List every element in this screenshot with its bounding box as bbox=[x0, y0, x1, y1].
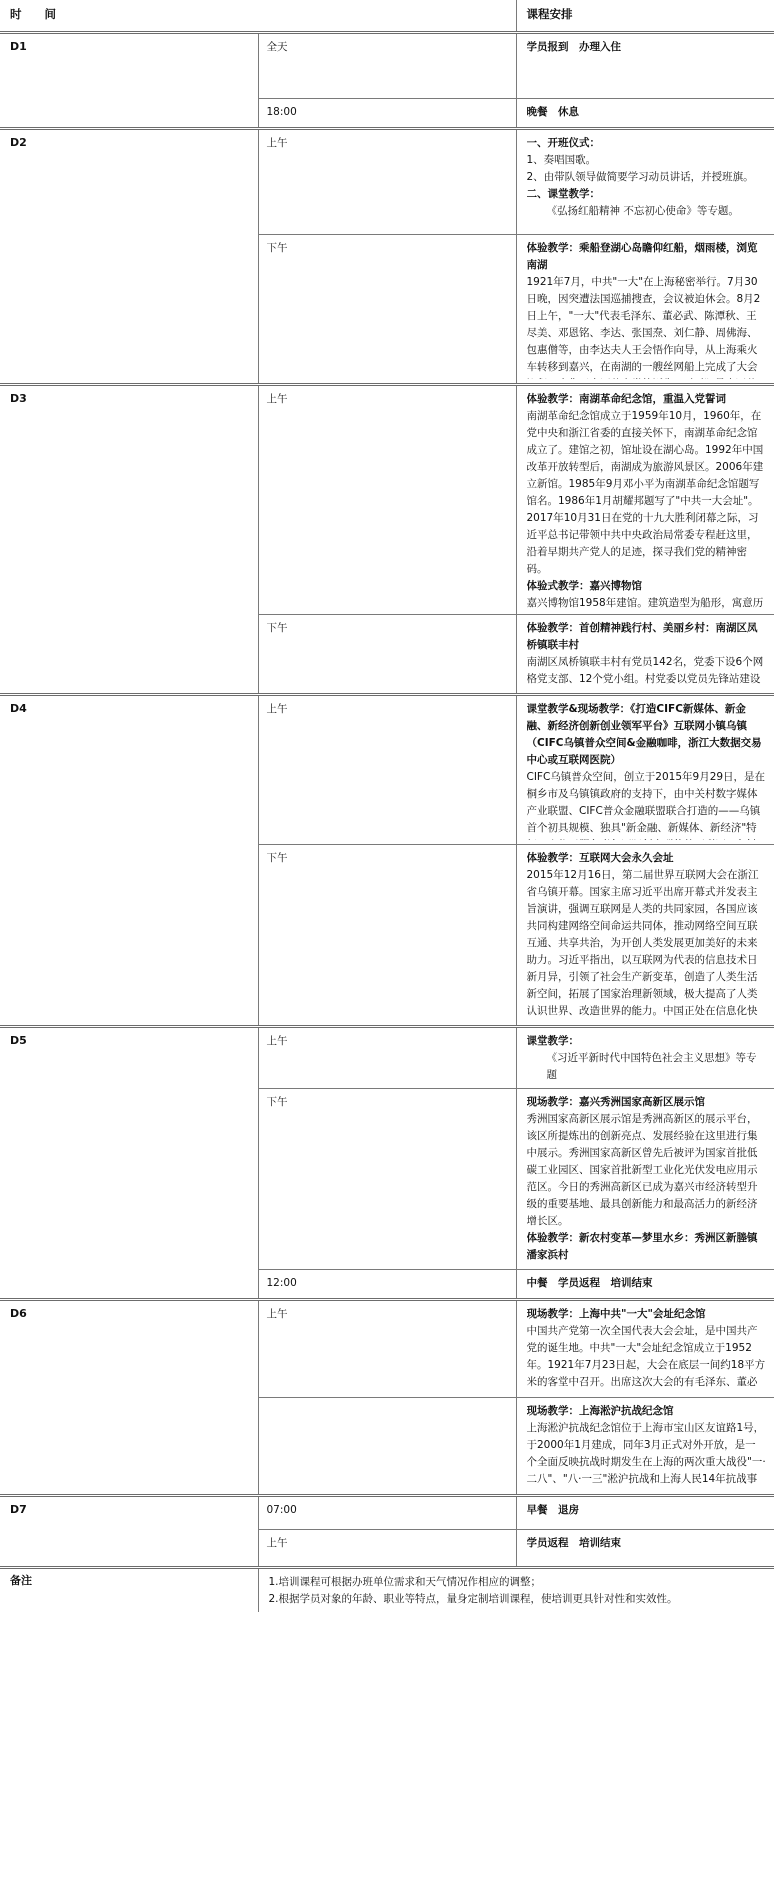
content-cell bbox=[516, 1496, 774, 1530]
time-cell: 上午 bbox=[258, 385, 516, 615]
content-column-header: 课程安排 bbox=[526, 7, 573, 21]
schedule-row bbox=[0, 1027, 774, 1089]
time-cell: 下午 bbox=[258, 615, 516, 695]
content-cell bbox=[516, 1398, 774, 1496]
section-heading: 体验教学：首创精神践行村、美丽乡村：南湖区凤桥镇联丰村 bbox=[526, 622, 758, 651]
section-heading: 现场教学：嘉兴秀洲国家高新区展示馆 bbox=[526, 1096, 705, 1108]
time-cell: 下午 bbox=[258, 235, 516, 385]
note-line: 1.培训课程可根据办班单位需求和天气情况作相应的调整； bbox=[268, 1576, 542, 1588]
schedule-row bbox=[0, 129, 774, 235]
content-cell bbox=[516, 235, 774, 385]
time-cell: 下午 bbox=[258, 1089, 516, 1270]
day-label: D6 bbox=[0, 1300, 258, 1496]
content-cell bbox=[516, 1089, 774, 1270]
section-heading: 课堂教学： bbox=[526, 1035, 579, 1047]
time-cell: 上午 bbox=[258, 1027, 516, 1089]
content-paragraph: 《习近平新时代中国特色社会主义思想》等专题 bbox=[546, 1052, 757, 1081]
section-heading: 课堂教学&现场教学：《打造CIFC新媒体、新金融、新经济创新创业领军平台》互联网小镇乌镇（CIFC乌镇普众空间&金融咖啡，浙江大数据交易中心或互联网医院） bbox=[526, 703, 762, 766]
day-label: D3 bbox=[0, 385, 258, 695]
content-cell bbox=[516, 1530, 774, 1568]
day-label: D4 bbox=[0, 695, 258, 1027]
content-paragraph: 中国共产党第一次全国代表大会会址，是中国共产党的诞生地。中共"一大"会址纪念馆成立于1952年。1921年7月23日起，大会在底层一间约18平方米的客堂中召开。出席这次大会的有毛泽东、董必 bbox=[526, 1325, 766, 1388]
section-heading: 晚餐 休息 bbox=[526, 106, 579, 118]
content-paragraph: 1921年7月，中共"一大"在上海秘密举行。7月30日晚，因突遭法国巡捕搜查，会议被迫休会。8月2日上午，"一大"代表毛泽东、董必武、陈潭秋、王尽美、邓恩铭、李达、张国焘、刘仁静、周佛海、包惠僧等，由李达夫人王会悟作向导，从上海乘火车转移到嘉兴，在南湖的一艘丝网船上完成了大会 bbox=[526, 276, 761, 373]
day-label: D7 bbox=[0, 1496, 258, 1568]
content-paragraph: 南湖革命纪念馆成立于1959年10月，1960年，在党中央和浙江省委的直接关怀下，南湖革命纪念馆成立了。建馆之初，馆址设在湖心岛。1992年中国改革开放转型后，南湖成为旅游风景区。2006年建立新馆。1985年9月邓小平为南湖革命纪念馆题写馆名。1986年1月胡耀邦题写了"中共一大会址"。2017年10月31日在党的十九大胜利闭幕之际，习近平总书记带领中共中央政治局常委专程赶这里，沿着早期共产党人的足迹，探寻我们党的精神密码。 bbox=[526, 410, 764, 575]
day-label: D1 bbox=[0, 33, 258, 129]
schedule-row bbox=[0, 1300, 774, 1398]
time-cell: 上午 bbox=[258, 1300, 516, 1398]
content-paragraph: 嘉兴博物馆1958年建馆。建筑造型为船形，寓意历 bbox=[526, 597, 764, 609]
schedule-row bbox=[0, 385, 774, 615]
time-cell: 下午 bbox=[258, 845, 516, 1027]
time-cell: 12:00 bbox=[258, 1270, 516, 1300]
section-heading: 学员报到 办理入住 bbox=[526, 41, 621, 53]
section-heading: 中餐 学员返程 培训结束 bbox=[526, 1277, 653, 1289]
section-heading: 体验教学：互联网大会永久会址 bbox=[526, 852, 674, 864]
schedule-row bbox=[0, 1496, 774, 1530]
section-heading: 体验教学：乘船登湖心岛瞻仰红船，烟雨楼，浏览南湖 bbox=[526, 242, 758, 271]
notes-label: 备注 bbox=[0, 1568, 258, 1613]
notes-row bbox=[0, 1568, 774, 1613]
content-cell bbox=[516, 615, 774, 695]
content-cell bbox=[516, 33, 774, 99]
section-heading: 现场教学：上海淞沪抗战纪念馆 bbox=[526, 1405, 674, 1417]
content-paragraph: 《弘扬红船精神 不忘初心使命》等专题。 bbox=[546, 205, 739, 217]
content-paragraph: 2015年12月16日，第二届世界互联网大会在浙江省乌镇开幕。国家主席习近平出席开幕式并发表主旨演讲，强调互联网是人类的共同家园，各国应该共同构建网络空间命运共同体，推动网络空间互联互通、共享共治，为开创人类发展更加美好的未来助力。习近平指出，以互联网为代表的信息技术日新月异，引领了社会生产新变革，创造了人类生活新空间，拓展了国家治理新领域，极大提高了人类认识世界、改造世界的能力。中国正处在信息化快 bbox=[526, 869, 759, 1017]
content-cell bbox=[516, 695, 774, 845]
time-column-header: 时 间 bbox=[0, 0, 516, 33]
section-heading: 体验教学：南湖革命纪念馆，重温入党誓词 bbox=[526, 393, 726, 405]
schedule-row bbox=[0, 33, 774, 99]
header-row bbox=[0, 0, 774, 33]
time-cell: 上午 bbox=[258, 129, 516, 235]
content-paragraph: 秀洲国家高新区展示馆是秀洲高新区的展示平台，该区所提炼出的创新亮点、发展经验在这里进行集中展示。秀洲国家高新区曾先后被评为国家首批低碳工业园区、国家首批新型工业化光伏发电应用示范区。今日的秀洲高新区已成为嘉兴市经济转型升级的重要基地、最具创新能力和最高活力的新经济增长区。 bbox=[526, 1113, 758, 1227]
content-paragraph: CIFC乌镇普众空间，创立于2015年9月29日，是在桐乡市及乌镇镇政府的支持下，由中关村数字媒体产业联盟、CIFC普众金融联盟联合打造的——乌镇首个初具规模、独具"新金融、新媒体、新经济"特 bbox=[526, 771, 766, 834]
content-cell bbox=[516, 385, 774, 615]
content-paragraph: 上海淞沪抗战纪念馆位于上海市宝山区友谊路1号，于2000年1月建成，同年3月正式对外开放，是一个全面反映抗战时期发生在上海的两次重大战役"一·二八"、"八·一三"淞沪抗战和上海人民14年抗战事 bbox=[526, 1422, 766, 1485]
time-cell: 18:00 bbox=[258, 99, 516, 129]
section-heading: 体验式教学：嘉兴博物馆 bbox=[526, 580, 642, 592]
content-paragraph: 2、由带队领导做简要学习动员讲话，并授班旗。 bbox=[526, 171, 754, 183]
time-cell: 07:00 bbox=[258, 1496, 516, 1530]
content-paragraph: 1、奏唱国歌。 bbox=[526, 154, 597, 166]
notes-content bbox=[258, 1568, 774, 1613]
section-heading: 现场教学：上海中共"一大"会址纪念馆 bbox=[526, 1308, 706, 1320]
time-cell: 上午 bbox=[258, 1530, 516, 1568]
content-cell bbox=[516, 1027, 774, 1089]
day-label: D2 bbox=[0, 129, 258, 385]
section-heading: 学员返程 培训结束 bbox=[526, 1537, 621, 1549]
time-cell: 全天 bbox=[258, 33, 516, 99]
section-heading: 早餐 退房 bbox=[526, 1504, 579, 1516]
content-cell bbox=[516, 1300, 774, 1398]
content-cell bbox=[516, 99, 774, 129]
note-line: 2.根据学员对象的年龄、职业等特点，量身定制培训课程，使培训更具针对性和实效性。 bbox=[268, 1593, 678, 1605]
content-paragraph: 南湖区凤桥镇联丰村有党员142名，党委下设6个网格党支部、12个党小组。村党委以党员先锋站建设 bbox=[526, 656, 764, 685]
section-heading: 体验教学：新农村变革—梦里水乡：秀洲区新塍镇潘家浜村 bbox=[526, 1232, 758, 1261]
time-cell bbox=[258, 1398, 516, 1496]
content-cell bbox=[516, 845, 774, 1027]
time-cell: 上午 bbox=[258, 695, 516, 845]
content-cell bbox=[516, 1270, 774, 1300]
section-heading: 二、课堂教学： bbox=[526, 188, 600, 200]
section-heading: 一、开班仪式： bbox=[526, 137, 600, 149]
content-cell bbox=[516, 129, 774, 235]
schedule-row bbox=[0, 695, 774, 845]
content-paragraph bbox=[527, 1264, 767, 1265]
day-label: D5 bbox=[0, 1027, 258, 1300]
